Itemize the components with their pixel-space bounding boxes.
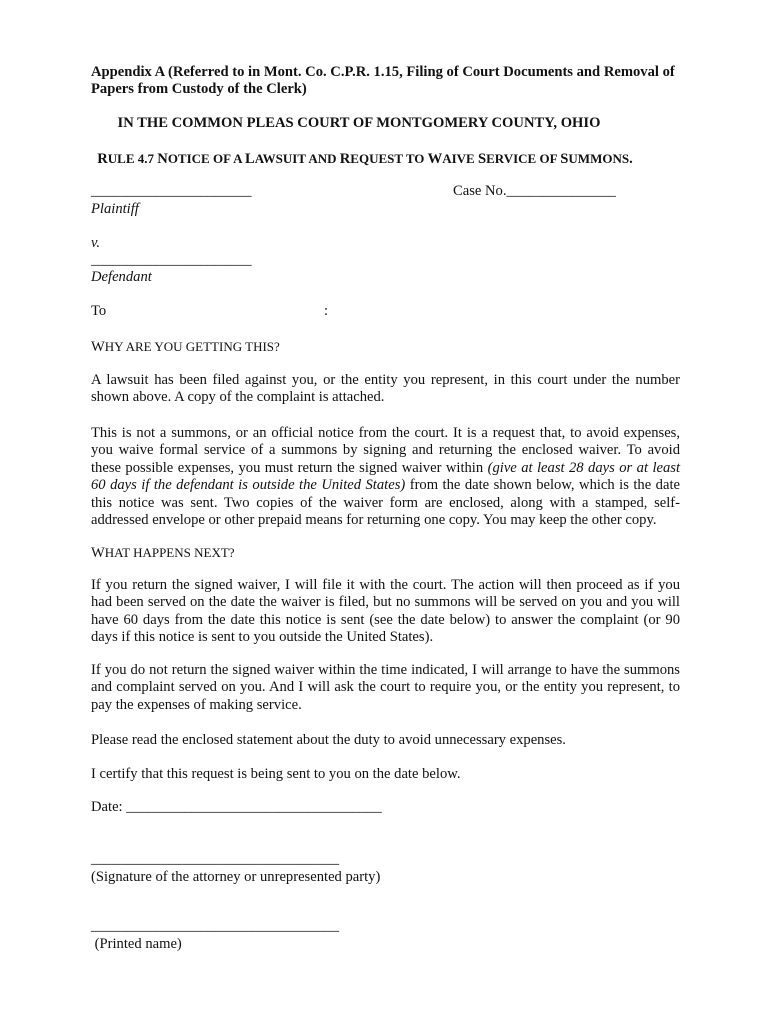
paragraph-if-not-return: If you do not return the signed waiver within the time indicated, I will arrange to have the summons and complaint served on you. And I will ask the court to require you, or the entity you represent, to pay the expenses of making service.	[91, 662, 680, 713]
court-title: IN THE COMMON PLEAS COURT OF MONTGOMERY COUNTY, OHIO	[117, 115, 601, 131]
case-number: Case No._______________	[453, 183, 616, 199]
signature-line: __________________________________	[91, 851, 340, 867]
appendix-header: Appendix A (Referred to in Mont. Co. C.P.R. 1.15, Filing of Court Documents and Removal of Papers from Custody of the Clerk)	[91, 64, 675, 98]
to-colon: :	[324, 303, 329, 319]
paragraph-lawsuit-filed: A lawsuit has been filed against you, or the entity you represent, in this court under the number shown above. A copy of the complaint is attached.	[91, 372, 680, 406]
to-label: To	[91, 303, 107, 319]
paragraph-certify: I certify that this request is being sent to you on the date below.	[91, 766, 461, 782]
paragraph-not-summons: This is not a summons, or an official notice from the court. It is a request that, to avoid expenses, you waive formal service of a summons by signing and returning the enclosed waiver. To avoid these possible expenses, you must return the signed waiver within (give at least 28 days or at least 60 days if the defendant is outside the United States) from the date shown below, which is the date this notice was sent. Two copies of the waiver form are enclosed, along with a stamped, self-addressed envelope or other prepaid means for returning one copy. You may keep the other copy.	[91, 425, 681, 529]
paragraph-if-return: If you return the signed waiver, I will file it with the court. The action will then proceed as if you had been served on the date the waiver is filed, but no summons will be served on you and you will have 60 days from the date this notice is sent (see the date below) to answer the complaint (or 90 days if this notice is sent to you outside the United States).	[91, 577, 680, 646]
date-line: Date: ___________________________________	[91, 799, 382, 815]
versus-label: v.	[91, 235, 101, 251]
signature-label: (Signature of the attorney or unrepresented party)	[91, 869, 381, 885]
what-next-heading: WHAT HAPPENS NEXT?	[91, 545, 235, 561]
paragraph-read-statement: Please read the enclosed statement about the duty to avoid unnecessary expenses.	[91, 732, 566, 748]
why-heading: WHY ARE YOU GETTING THIS?	[91, 339, 280, 355]
plaintiff-line: ______________________	[91, 183, 252, 199]
defendant-line: ______________________	[91, 252, 252, 268]
plaintiff-label: Plaintiff	[91, 201, 139, 217]
defendant-label: Defendant	[91, 269, 152, 285]
rule-title: RULE 4.7 NOTICE OF A LAWSUIT AND REQUEST TO WAIVE SERVICE OF SUMMONS.	[97, 151, 633, 167]
printed-name-label: (Printed name)	[91, 936, 182, 952]
printed-name-line: __________________________________	[91, 918, 340, 934]
deadline-italic: (give at least 28 days or at least 60 days if the defendant is outside the United States)	[91, 459, 681, 494]
